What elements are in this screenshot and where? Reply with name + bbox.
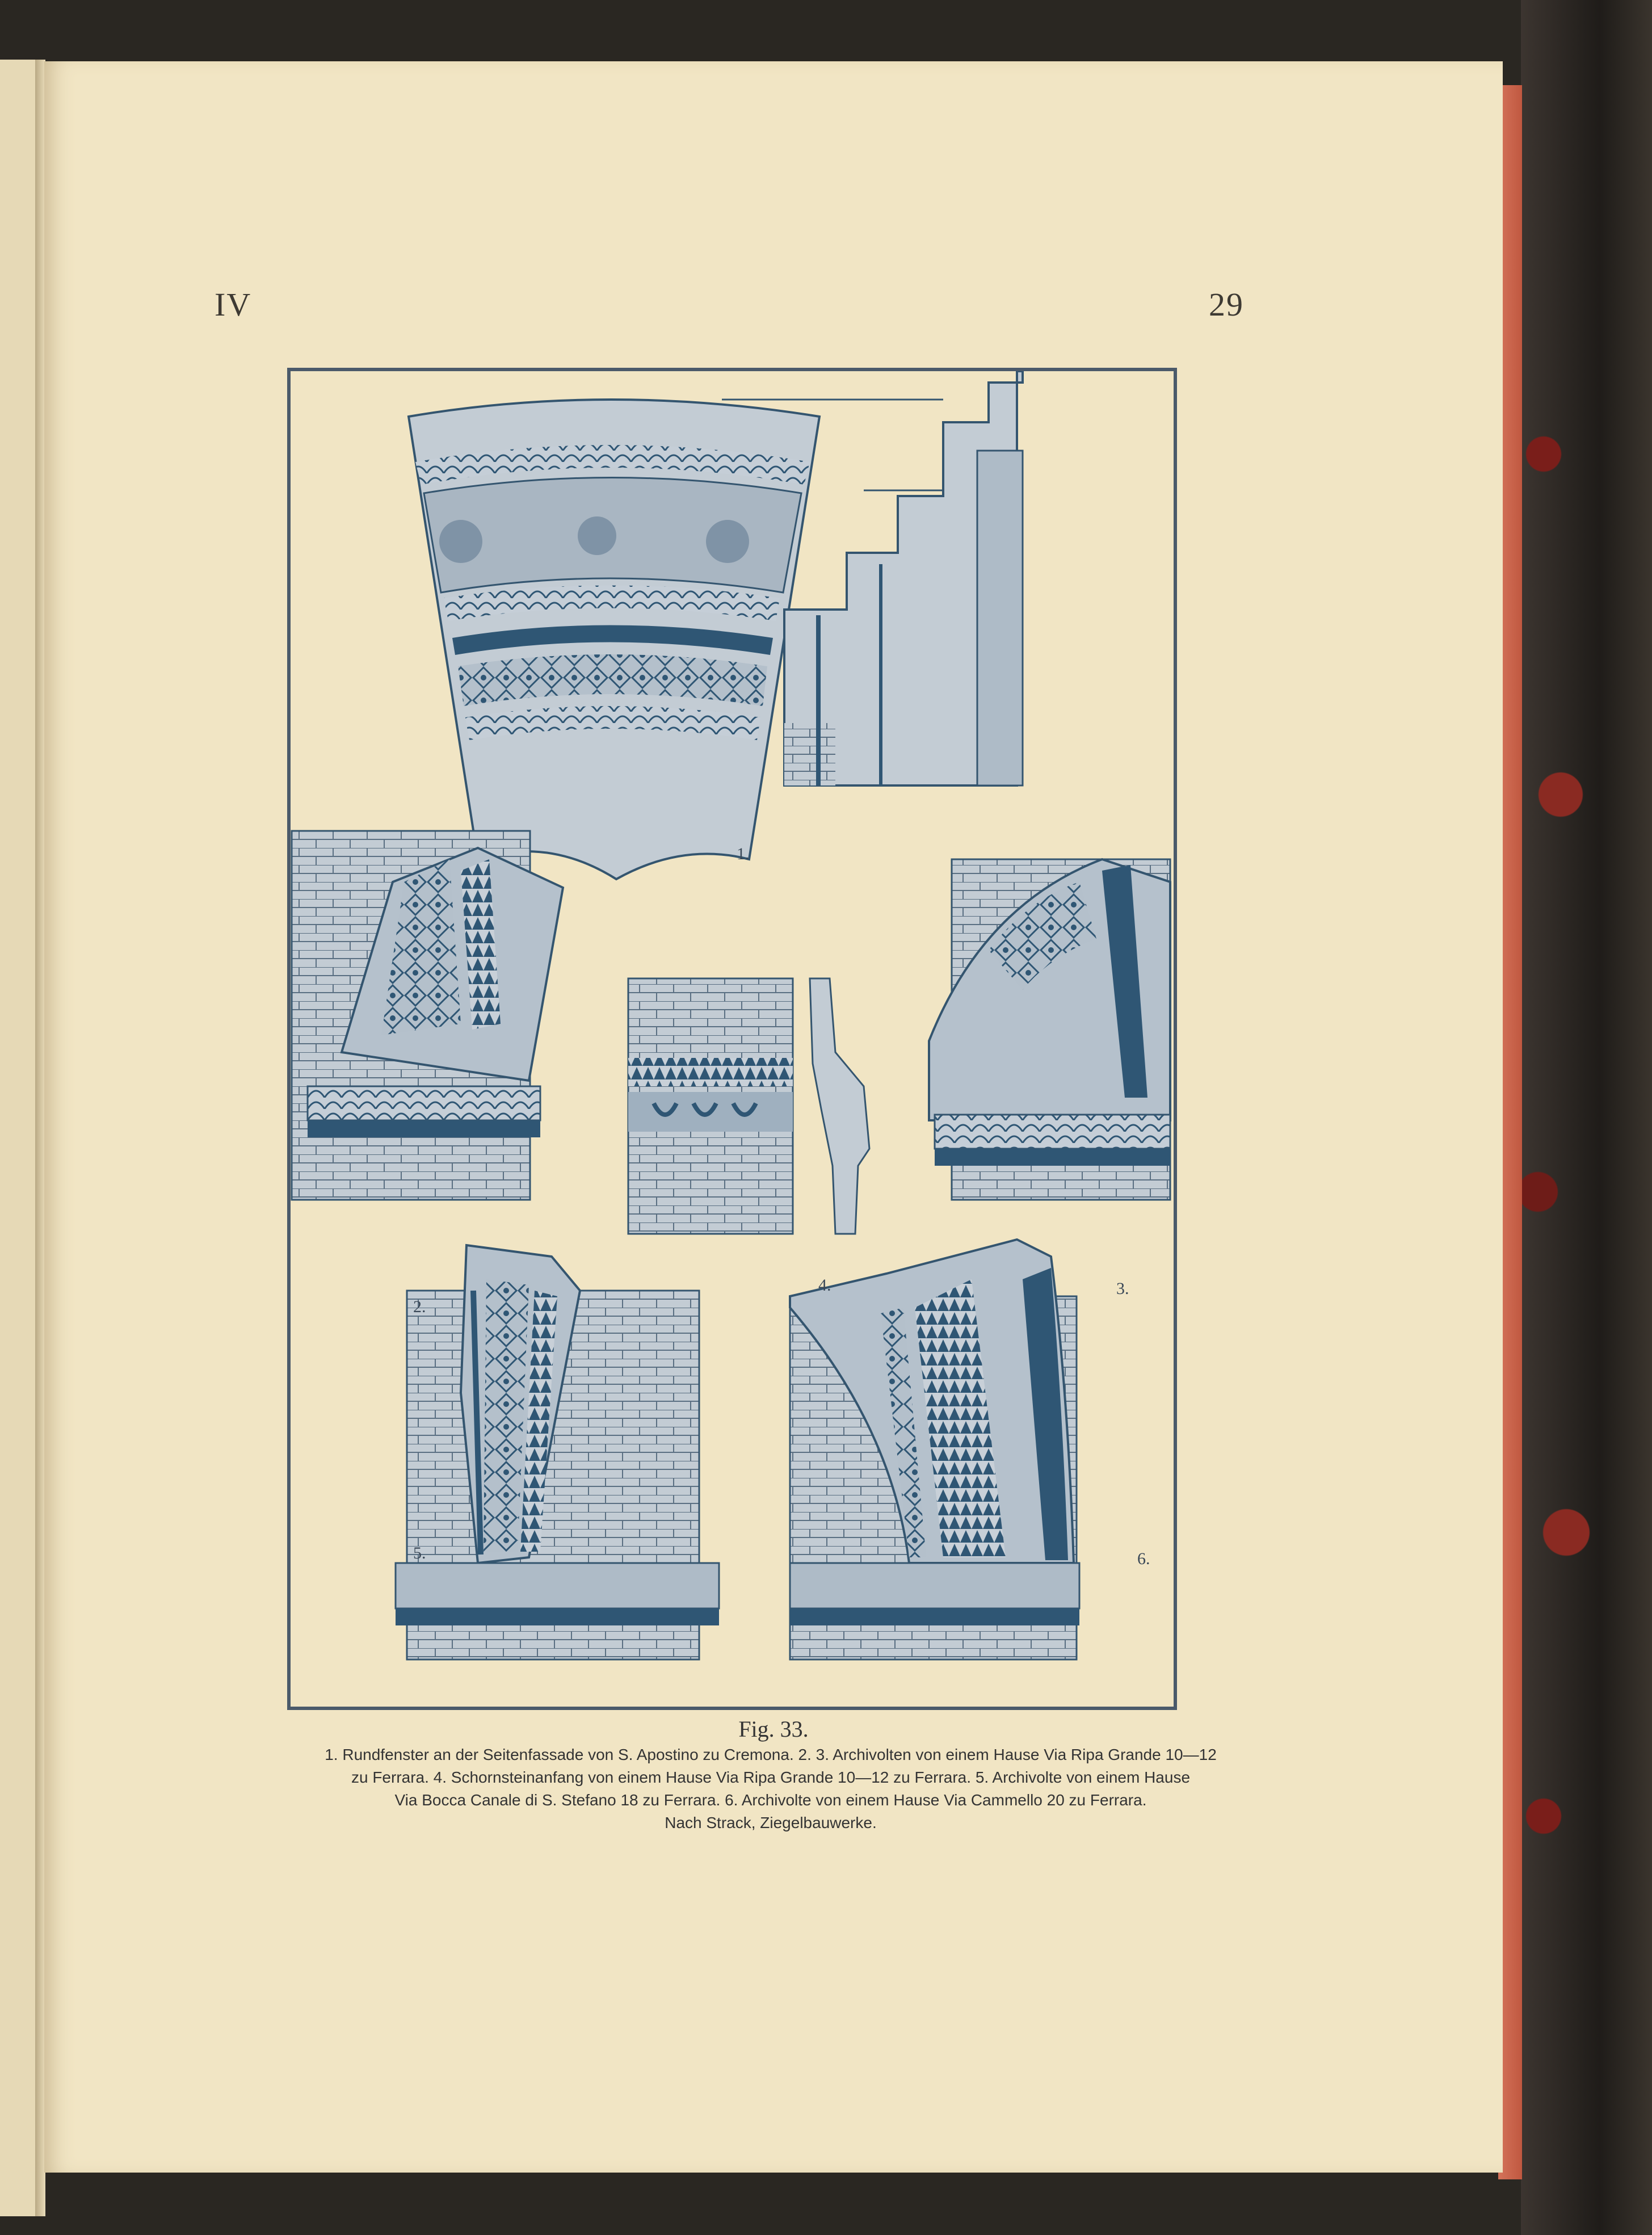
fig4-chimney-base: [628, 978, 869, 1234]
figure-title: Fig. 33.: [738, 1716, 809, 1742]
marbled-cover: [1521, 0, 1652, 2235]
page-number: 29: [1209, 286, 1244, 323]
book-page: [44, 61, 1503, 2173]
caption-line-3: Via Bocca Canale di S. Stefano 18 zu Ferrara. 6. Archivolte von einem Hause Via Cammello 20 zu Ferrara.: [394, 1791, 1147, 1809]
illustration-plate: [287, 368, 1177, 1710]
fig1-label: 1.: [737, 845, 750, 863]
fig6-label: 6.: [1137, 1549, 1150, 1568]
fig2-archivolt: [292, 831, 563, 1200]
fig2-label: 2.: [413, 1297, 426, 1316]
fig4-label: 4.: [818, 1276, 831, 1295]
fig5-label: 5.: [413, 1544, 426, 1562]
caption-line-2: zu Ferrara. 4. Schornsteinanfang von einem Hause Via Ripa Grande 10—12 zu Ferrara. 5. Archivolte von einem Hause: [351, 1768, 1191, 1786]
ornament-drawings: [291, 371, 1174, 1707]
caption-line-1: 1. Rundfenster an der Seitenfassade von S. Apostino zu Cremona. 2. 3. Archivolten von einem Hause Via Ripa Grande 10—12: [325, 1746, 1217, 1763]
fig5-archivolt: [396, 1245, 719, 1660]
fig3-archivolt: [929, 859, 1170, 1200]
fig6-archivolt: [790, 1240, 1079, 1660]
fig1-round-window-segment: [409, 400, 819, 879]
caption-source: Nach Strack, Ziegelbauwerke.: [665, 1814, 877, 1831]
section-numeral: IV: [215, 286, 252, 323]
left-page-edge: [0, 60, 35, 2216]
fig3-label: 3.: [1116, 1279, 1129, 1298]
